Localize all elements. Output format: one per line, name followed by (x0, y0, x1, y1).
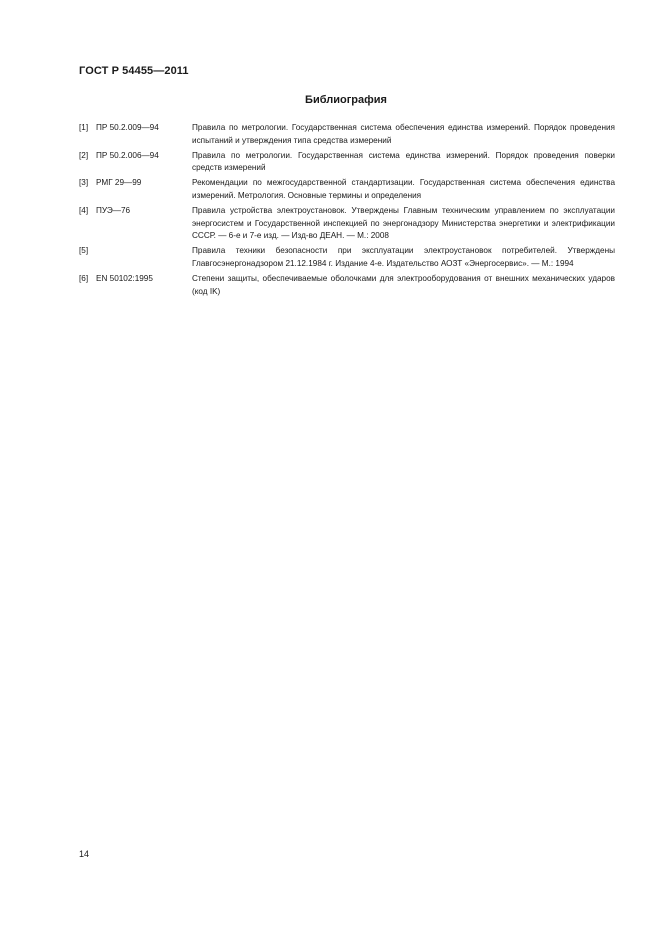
bibliography-entry-3 (79, 177, 615, 203)
entry-number: [3] (79, 178, 89, 188)
entry-description: Правила по метрологии. Государственная система единства измерений. Порядок проведения поверки средств измерений (192, 150, 615, 173)
bibliography-entry-5 (79, 245, 615, 271)
entry-number: [2] (79, 150, 89, 160)
entry-document-code: EN 50102:1995 (96, 273, 153, 283)
entry-document-code: ПР 50.2.009—94 (96, 123, 159, 132)
entry-description: Рекомендации по межгосударственной стандартизации. Государственная система обеспечения единства измерений. Метрология. Основные термины и определения (192, 178, 615, 200)
bibliography-title: Библиография (305, 94, 387, 106)
entry-document-code: ПУЭ—76 (96, 205, 131, 215)
entry-document-code: РМГ 29—99 (96, 178, 142, 188)
entry-number: [1] (79, 123, 89, 132)
bibliography-entry-2 (79, 150, 615, 176)
standard-code-header: ГОСТ Р 54455—2011 (79, 65, 189, 77)
bibliography-entry-6 (79, 273, 615, 299)
bibliography-entry-4 (79, 205, 615, 243)
entry-number: [4] (79, 205, 89, 215)
entry-number: [6] (79, 273, 89, 283)
bibliography-list (79, 122, 615, 300)
entry-number: [5] (79, 246, 89, 256)
bibliography-entry-1 (79, 122, 615, 148)
entry-description: Правила по метрологии. Государственная система обеспечения единства измерений. Порядок проведения испытаний и утверждения типа средства измерений (192, 123, 615, 145)
entry-description: Степени защиты, обеспечиваемые оболочками для электрооборудования от внешних механических ударов (код IK) (192, 273, 615, 296)
entry-description: Правила техники безопасности при эксплуатации электроустановок потребителей. Утверждены Главгосэнергонадзором 21.12.1984 г. Издание 4-е. Издательство АОЗТ «Энергосервис». — М.: 1994 (192, 246, 615, 268)
entry-description: Правила устройства электроустановок. Утверждены Главным техническим управлением по эксплуатации энергосистем и Государственной инспекцией по энергонадзору Министерства энергетики и электрификации СССР. — 6-е и 7-е изд. — Изд-во ДЕАН. — М.: 2008 (192, 205, 615, 241)
entry-document-code: ПР 50.2.006—94 (96, 150, 159, 160)
page-number: 14 (79, 849, 90, 859)
